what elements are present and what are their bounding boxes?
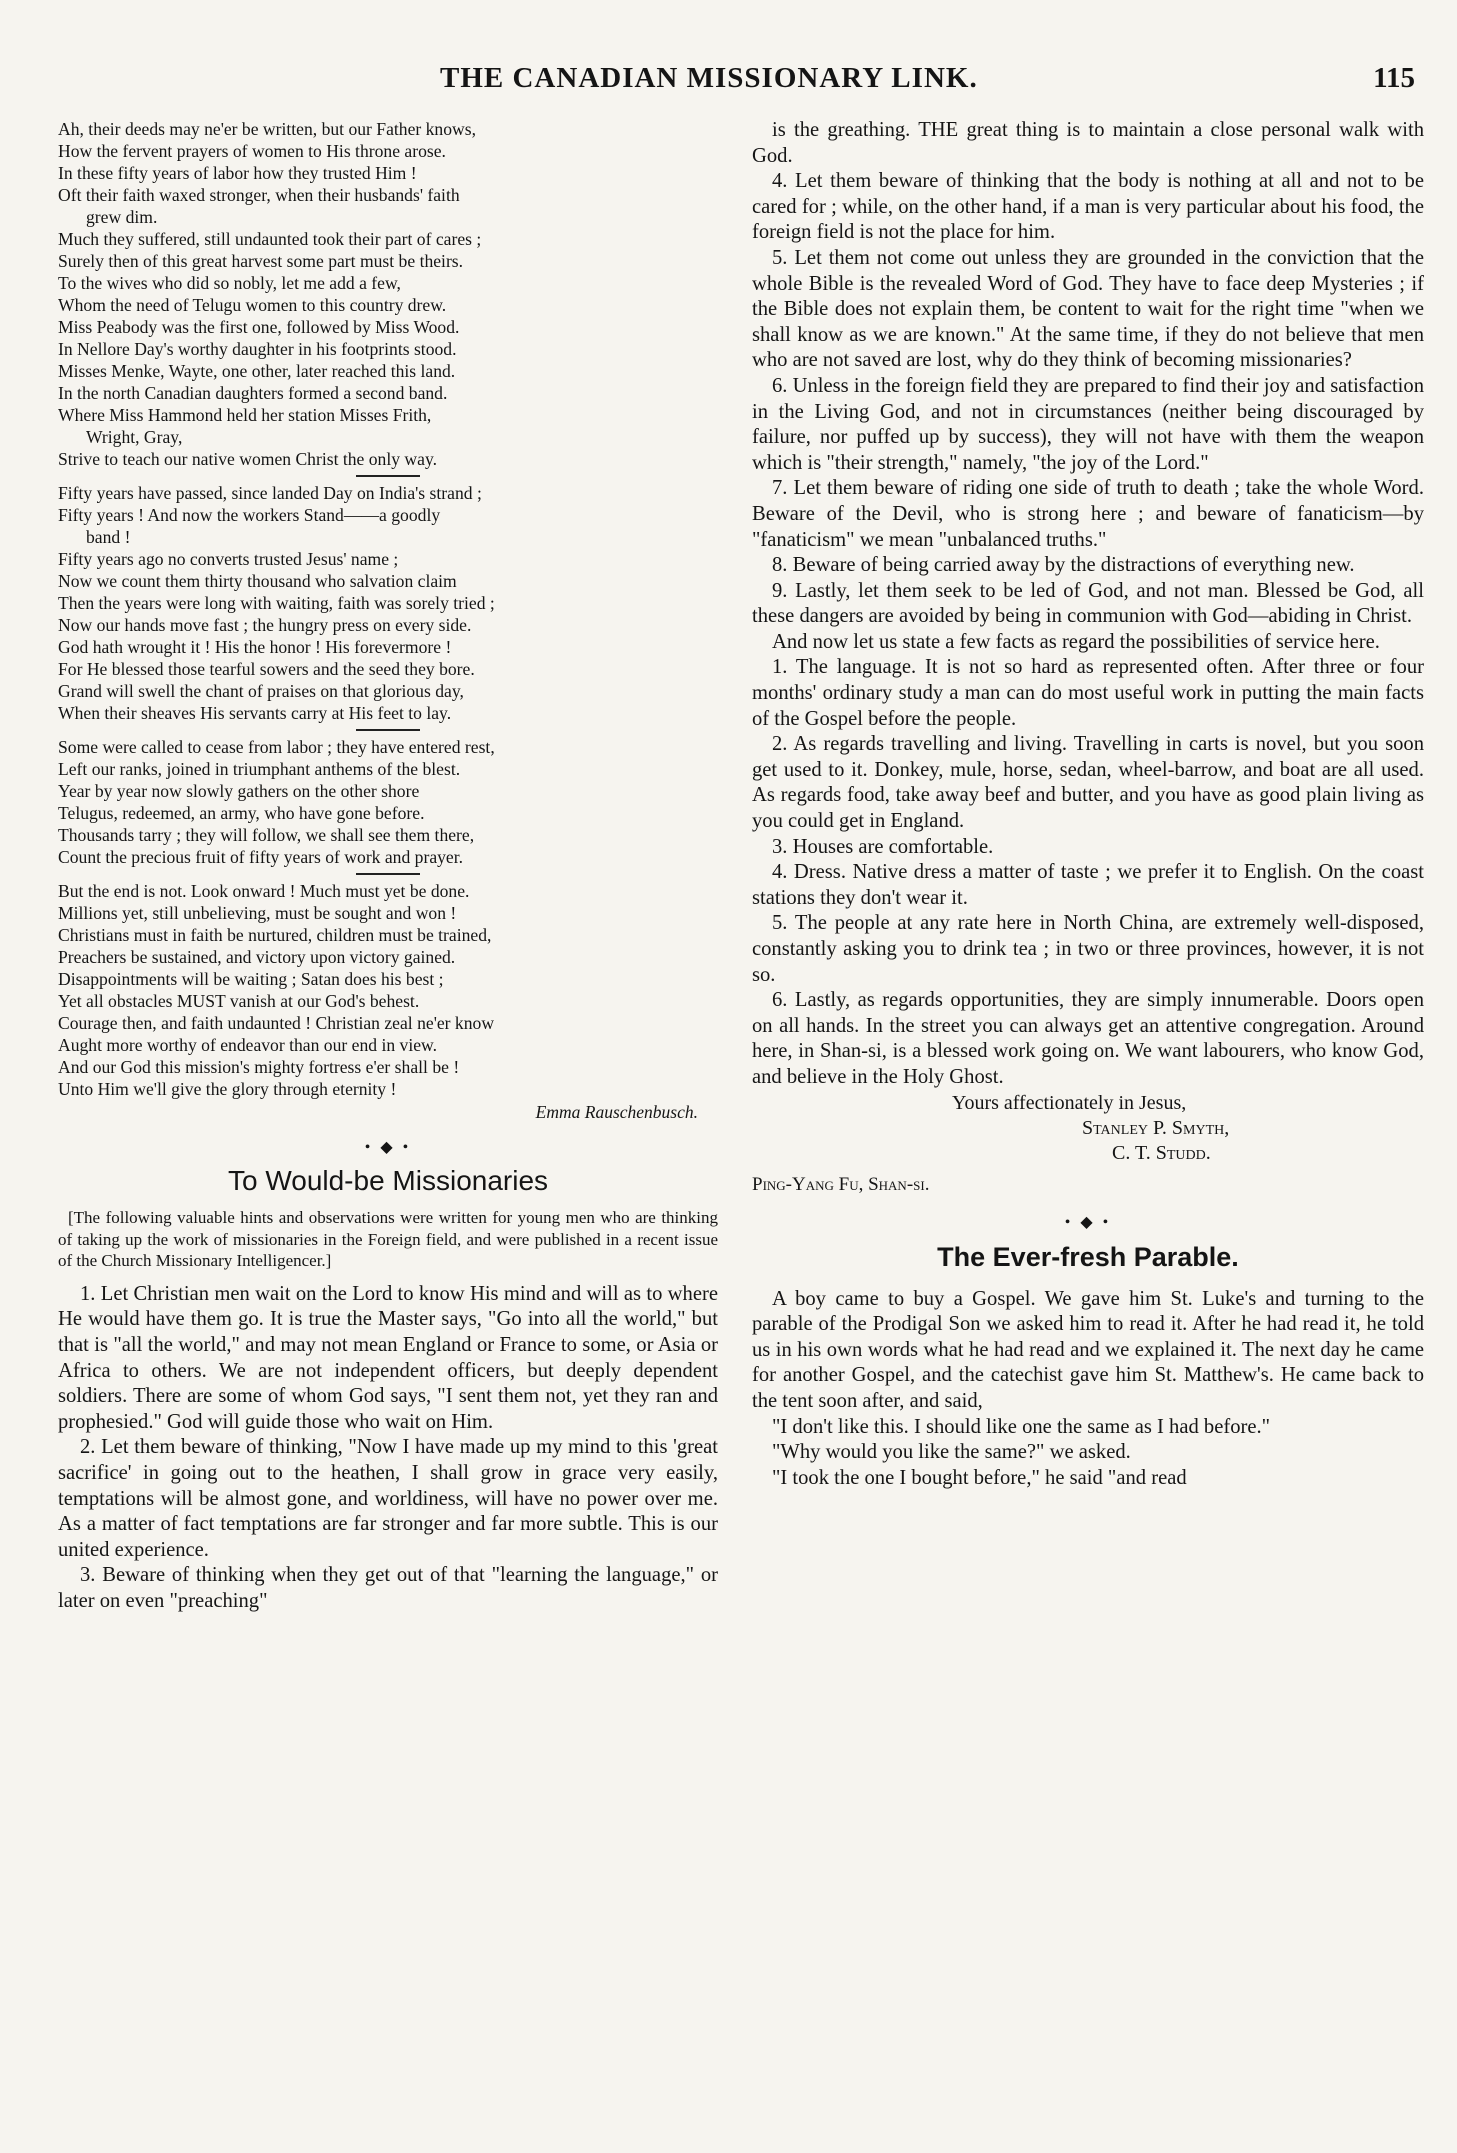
poem-line: Left our ranks, joined in triumphant anthems of the blest.: [58, 759, 461, 779]
poem-stanza: [58, 736, 718, 868]
poem-line: In these fifty years of labor how they trusted Him !: [58, 163, 417, 183]
closing-salutation: Yours affectionately in Jesus,: [952, 1091, 1187, 1114]
article-title-2: The Ever-fresh Parable.: [937, 1241, 1239, 1272]
section-ornament-2: • ◆ •: [1064, 1213, 1112, 1231]
poem-line: Miss Peabody was the first one, followed by Miss Wood.: [58, 317, 460, 337]
poem-line: Yet all obstacles MUST vanish at our God's behest.: [58, 991, 420, 1011]
poem-stanza: [58, 118, 718, 470]
poem-line: Misses Menke, Wayte, one other, later reached this land.: [58, 361, 456, 381]
poem-line: Now our hands move fast ; the hungry press on every side.: [58, 615, 472, 635]
paragraph: 9. Lastly, let them seek to be led of God, and not man. Blessed be God, all these dangers are avoided by being in communion with God—abiding in Christ.: [752, 579, 1424, 628]
paragraph: 2. As regards travelling and living. Travelling in carts is novel, but you soon get used to it. Donkey, mule, horse, sedan, wheel-barrow, and boat are all used. As regards food, take away beef and butter, and you have as good plain living as you could get in England.: [752, 733, 1424, 833]
paragraph: 6. Unless in the foreign field they are prepared to find their joy and satisfaction in the Living God, and not in circumstances (neither being discouraged by failure, nor puffed up by success), they will not have with them the weapon which is "their strength," namely, "the joy of the Lord.": [752, 374, 1424, 474]
poem-line: grew dim.: [86, 207, 158, 227]
stanza-divider: [356, 873, 420, 875]
stanza-divider: [356, 729, 420, 731]
poem-line: Surely then of this great harvest some part must be theirs.: [58, 251, 464, 271]
poem-line: Where Miss Hammond held her station Misses Frith,: [58, 405, 432, 425]
letter-place: Ping-Yang Fu, Shan-si.: [752, 1173, 930, 1195]
poem-line: Much they suffered, still undaunted took their part of cares ;: [58, 229, 482, 249]
journal-title: THE CANADIAN MISSIONARY LINK.: [440, 62, 978, 94]
poem-line: For He blessed those tearful sowers and the seed they bore.: [58, 659, 475, 679]
poem-line: Oft their faith waxed stronger, when their husbands' faith: [58, 185, 460, 205]
poem-line: Some were called to cease from labor ; they have entered rest,: [58, 737, 495, 757]
signer-2: C. T. Studd.: [1112, 1141, 1211, 1164]
poem-stanza: [58, 880, 718, 1100]
article-body-right: [752, 118, 1424, 1091]
poem-line: Courage then, and faith undaunted ! Christian zeal ne'er know: [58, 1013, 495, 1033]
left-column: [58, 118, 718, 1615]
paragraph: 8. Beware of being carried away by the distractions of everything new.: [772, 554, 1355, 577]
poem-line: Grand will swell the chant of praises on that glorious day,: [58, 681, 464, 701]
paragraph: 4. Dress. Native dress a matter of taste ; we prefer it to English. On the coast stations they don't wear it.: [752, 861, 1424, 909]
poem-line: Year by year now slowly gathers on the other shore: [58, 781, 420, 801]
poem-line: band !: [86, 527, 131, 547]
poem-line: Millions yet, still unbelieving, must be sought and won !: [58, 903, 457, 923]
poem-line: Unto Him we'll give the glory through eternity !: [58, 1079, 397, 1099]
paragraph: 3. Beware of thinking when they get out of that "learning the language," or later on even "preaching": [58, 1564, 718, 1612]
poem-line: And our God this mission's mighty fortress e'er shall be !: [58, 1057, 460, 1077]
paragraph: "Why would you like the same?" we asked.: [772, 1441, 1131, 1464]
paragraph: "I took the one I bought before," he said "and read: [772, 1466, 1187, 1489]
poem-line: When their sheaves His servants carry at His feet to lay.: [58, 703, 452, 723]
paragraph: 5. Let them not come out unless they are grounded in the conviction that the whole Bible is the revealed Word of God. They have to face deep Mysteries ; if the Bible does not explain them, be content to wait for the right time "when we shall know as we are known." At the same time, if they do not believe that men who are not saved are lost, why do they think of becoming missionaries?: [752, 246, 1424, 372]
poem-line: Whom the need of Telugu women to this country drew.: [58, 295, 447, 315]
poem-line: Strive to teach our native women Christ the only way.: [58, 449, 437, 469]
poem-line: Preachers be sustained, and victory upon victory gained.: [58, 947, 456, 967]
poem-line: Aught more worthy of endeavor than our end in view.: [58, 1035, 437, 1055]
poem-line: How the fervent prayers of women to His throne arose.: [58, 141, 446, 161]
poem-line: Now we count them thirty thousand who salvation claim: [58, 571, 457, 591]
paragraph: And now let us state a few facts as regard the possibilities of service here.: [772, 630, 1380, 653]
poem-line: Telugus, redeemed, an army, who have gone before.: [58, 803, 425, 823]
signer-1: Stanley P. Smyth,: [1082, 1116, 1230, 1139]
paragraph: 4. Let them beware of thinking that the body is nothing at all and not to be cared for ; while, on the other hand, if a man is very particular about his food, the foreign field is not the place for him.: [752, 170, 1424, 244]
section-ornament: • ◆ •: [364, 1139, 412, 1156]
paragraph: 6. Lastly, as regards opportunities, they are simply innumerable. Doors open on all hands. In the street you can always get an attentive congregation. Around here, in Shan-si, is a blessed work going on. We want labourers, who know God, and believe in the Holy Ghost.: [752, 989, 1424, 1088]
poem-line: Wright, Gray,: [86, 427, 183, 447]
poem-line: But the end is not. Look onward ! Much must yet be done.: [58, 881, 470, 901]
poem-author: Emma Rauschenbusch.: [535, 1102, 698, 1122]
poem-line: To the wives who did so nobly, let me add a few,: [58, 273, 401, 293]
poem-stanza: [58, 482, 718, 724]
poem-line: Then the years were long with waiting, faith was sorely tried ;: [58, 593, 495, 613]
paragraph: A boy came to buy a Gospel. We gave him St. Luke's and turning to the parable of the Prodigal Son we asked him to read it. After he had read it, he told us in his own words what he had read and we explained it. The next day he came for another Gospel, and the catechist gave him St. Matthew's. He came back to the tent soon after, and said,: [752, 1287, 1424, 1412]
letter-closing: [752, 1091, 1424, 1166]
poem-line: Ah, their deeds may ne'er be written, but our Father knows,: [58, 119, 476, 139]
poem: [58, 118, 718, 1100]
poem-line: Christians must in faith be nurtured, children must be trained,: [58, 925, 492, 945]
right-column: [752, 118, 1424, 1491]
paragraph: "I don't like this. I should like one the same as I had before.": [772, 1415, 1271, 1438]
running-header: [40, 62, 1425, 102]
poem-line: In the north Canadian daughters formed a second band.: [58, 383, 448, 403]
paragraph: 7. Let them beware of riding one side of truth to death ; take the whole Word. Beware of the Devil, who is strong here ; and beware of fanaticism—by "fanaticism" we mean "unbalanced truths.": [752, 477, 1424, 551]
paragraph: is the greathing. THE great thing is to maintain a close personal walk with God.: [752, 119, 1424, 167]
page-number: 115: [1373, 62, 1415, 94]
paragraph: 1. The language. It is not so hard as represented often. After three or four months' ordinary study a man can do most useful work in putting the main facts of the Gospel before the people.: [752, 656, 1424, 730]
poem-line: Fifty years ago no converts trusted Jesus' name ;: [58, 549, 399, 569]
paragraph: 2. Let them beware of thinking, "Now I have made up my mind to this 'great sacrifice' in going out to the heathen, I shall grow in grace very easily, temptations will be almost gone, and worldiness, will have no power over me. As a matter of fact temptations are far stronger and far more subtle. This is our united experience.: [58, 1436, 718, 1561]
poem-line: God hath wrought it ! His the honor ! His forevermore !: [58, 637, 452, 657]
paragraph: 3. Houses are comfortable.: [772, 835, 994, 858]
article-title: To Would-be Missionaries: [227, 1165, 549, 1196]
article-intro: [The following valuable hints and observations were written for young men who are thinking of taking up the work of missionaries in the Foreign field, and were published in a recent issue of the Church Missionary Intelligencer.]: [58, 1208, 718, 1271]
article-body-left: [58, 1282, 718, 1615]
poem-line: Fifty years ! And now the workers Stand——a goodly: [58, 505, 441, 525]
article-2-body: [752, 1287, 1424, 1492]
paragraph: 5. The people at any rate here in North China, are extremely well-disposed, constantly asking you to drink tea ; in two or three provinces, however, it is not so.: [752, 912, 1424, 986]
paragraph: 1. Let Christian men wait on the Lord to know His mind and will as to where He would have them go. It is true the Master says, "Go into all the world," but that is "all the world," and may not mean England or France to some, or Asia or Africa to others. We are not independent officers, but deeply dependent soldiers. There are some of whom God says, "I sent them not, yet they ran and prophesied." God will guide those who wait on Him.: [58, 1282, 718, 1433]
stanza-divider: [356, 475, 420, 477]
poem-line: In Nellore Day's worthy daughter in his footprints stood.: [58, 339, 457, 359]
poem-line: Count the precious fruit of fifty years of work and prayer.: [58, 847, 464, 867]
poem-line: Fifty years have passed, since landed Day on India's strand ;: [58, 483, 482, 503]
poem-line: Disappointments will be waiting ; Satan does his best ;: [58, 969, 444, 989]
poem-line: Thousands tarry ; they will follow, we shall see them there,: [58, 825, 475, 845]
